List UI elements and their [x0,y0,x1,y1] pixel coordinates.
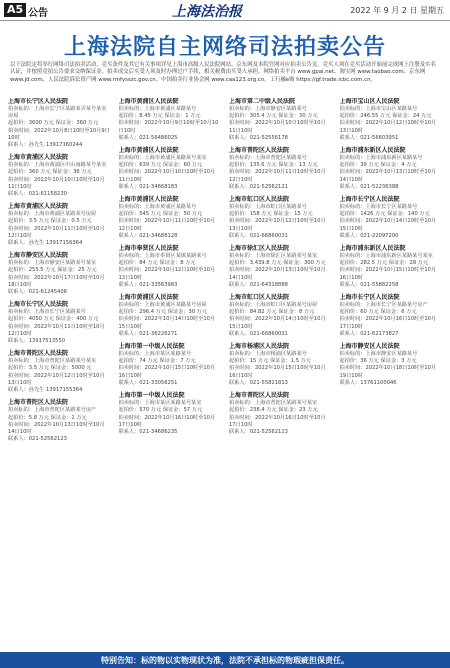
issue-date: 2022 年 9 月 2 日 星期五 [350,6,444,15]
auction-notice [119,196,222,240]
notice-line: 联系人：021-66860031 [229,232,288,239]
notice-line: 拍卖标的：上海市长宁区某路某号 [8,309,86,316]
notice-line: 拍卖标的：上海市普陀区某路某号房产 [8,407,97,414]
notice-line: 拍卖标的：上海市虹口区某路某号房屋 [229,302,318,309]
notice-line: 联系人：021-34668183 [118,183,178,190]
notice-line: 拍卖时间：2022年10月11日10时至10月12日10时 [229,169,326,183]
section-label: 公告 [28,8,48,19]
court-name: 上海市长宁区人民法院 [339,294,400,302]
column-2 [119,98,222,620]
notice-line: 拍卖时间：2022年10月9日10时至10月10日10时 [118,120,219,134]
notice-line: 拍卖标的：上海市黄浦区某路某号房屋 [8,211,97,218]
notice-line: 联系人：13761100046 [339,379,397,386]
auction-notice [8,203,111,247]
notice-line: 起拍价：3.5 万元 保证金：0.5 万元 [8,218,92,225]
court-name: 上海市黄浦区人民法院 [118,196,179,204]
notice-line: 拍卖时间：2022年10月11日10时至10月12日10时 [8,225,105,239]
notice-line: 起拍价：255.5 万元 保证金：25 万元 [8,267,97,274]
notice-line: 拍卖时间：2022年10月10日10时至10月11日10时 [118,169,216,183]
notice-line: 拍卖时间：2022年10月12日10时至10月13日10时 [8,372,105,386]
notice-line: 联系人：021-61245408 [8,289,67,296]
auction-notice [229,245,332,289]
notice-line: 拍卖标的：上海市某区某路某号某室 [118,400,202,407]
auction-notice [340,196,443,240]
notice-line: 拍卖标的：上海市静安区某路某号某室 [8,260,97,267]
notice-line: 拍卖标的：上海市黄浦区某路某号房屋 [118,302,207,309]
notice-line: 联系人：021-52562123 [229,428,288,435]
newspaper-masthead: 上海法治报 [172,4,242,20]
notice-line: 拍卖标的：上海市普陀区某路某号某室 [8,358,97,365]
auction-notice [8,301,111,345]
auction-notice [229,98,332,142]
notice-line: 拍卖时间：2022年10月17日10时至10月18日10时 [8,274,105,288]
notice-line: 起拍价：1426 万元 保证金：140 万元 [339,211,430,218]
notice-line: 拍卖标的：上海市杨浦区某路某号 [229,351,307,358]
auction-notice [340,98,443,142]
column-3 [229,98,332,620]
notice-line: 拍卖时间：2022年10月14日10时至10月15日10时 [118,316,216,330]
notice-line: 起拍价：246.55 万元 保证金：24 万元 [339,113,432,120]
notice-line: 拍卖标的：上海市徐汇区某路某号某室 [229,253,318,260]
notice-line: 联系人：021-56603951 [339,134,399,141]
auction-notice [8,98,111,149]
auction-notice [340,294,443,338]
auction-notice [229,147,332,191]
court-name: 上海市奉贤区人民法院 [118,245,179,253]
notice-line: 联系人：021-52562123 [8,436,67,443]
auction-notice [340,343,443,387]
court-name: 上海市浦东新区人民法院 [339,245,406,253]
notice-line: 起拍价：360 万元 保证金：36 万元 [8,169,92,176]
notice-line: 联系人：021-64318888 [229,281,288,288]
court-name: 上海市黄浦区人民法院 [8,154,69,162]
notice-line: 拍卖时间：2022年10月16日10时至10月17日10时 [118,414,216,428]
court-name: 上海市徐汇区人民法院 [229,245,290,253]
notice-line: 起拍价：305.4 万元 保证金：30 万元 [229,113,318,120]
notice-line: 拍卖标的：上海市宝山区某路某号 [339,106,418,112]
notice-line: 联系人：021-52562121 [229,183,288,190]
notice-line: 联系人：021-66860031 [229,330,288,337]
notice-line: 起拍价：74 万元 保证金：7 万元 [118,358,196,365]
notice-line: 拍卖标的：上海市黄浦区某路某号 [118,106,197,112]
court-name: 上海市黄浦区人民法院 [118,294,179,302]
notice-line: 起拍价：545 万元 保证金：50 万元 [118,211,203,218]
auction-notice [229,343,332,387]
notice-line: 联系人：13917513550 [8,338,66,345]
notice-line: 拍卖时间：2022年10月10日10时至10月11日10时 [229,120,326,134]
notice-line: 起拍价：84.82 万元 保证金：8 万元 [229,309,315,316]
auction-notice [119,392,222,436]
notice-line: 拍卖时间：2022年10月15日10时至10月16日10时 [339,267,437,281]
notice-line: 起拍价：3600 万元 保证金：360 万元 [8,120,99,127]
notice-line: 起拍价：158 万元 保证金：15 万元 [229,211,313,218]
court-name: 上海市黄浦区人民法院 [118,98,179,105]
notice-line: 拍卖标的：上海市某区某路某号 [118,351,192,358]
notice-line: 联系人：021-34686235 [118,428,178,435]
notice-line: 拍卖标的：上海市虹口区某路某号 [229,204,307,211]
notice-line: 联系人：孙先生 13917155364 [8,387,83,394]
notice-line: 拍卖标的：上海市浦东新区某路某号 [339,155,423,162]
notice-line: 拍卖时间：2022年10月18日10时至10月19日10时 [339,365,437,379]
intro-paragraph: 以下法院定将举行网络司法拍卖活动，竞买条件及其它有关事项详见上海市高级人民法院网站、京东网及本院官网对应拍卖公告页。竞买人须在竞买活动开始前完成网上注册及实名认证，并按照竞拍公告要求交纳保证金。拍卖成交后买受人须及时办理过户手续，相关税费由买受人承担。网络拍卖平台 www.gpai.net、淘宝网 www.taobao.com、京东网 www.jd.com、人民法院诉讼资产网 www.rmfysszc.gov.cn、中国拍卖行业协会网 www.caa123.org.cn。工行融e购 https://gf.trade.icbc.com.cn。 [10,62,436,83]
notice-line: 起拍价：15 万元 保证金：1.5 万元 [229,358,312,365]
auction-notice [119,343,222,387]
notice-line: 拍卖标的：上海市普陀区某路某号 [229,155,307,162]
notice-line: 联系人：021-33563983 [118,281,178,288]
notice-line: 拍卖时间：2022年10月14日10时至10月15日10时 [229,316,326,330]
court-name: 上海市普陀区人民法院 [8,350,69,358]
notice-line: 起拍价：4050 万元 保证金：400 万元 [8,316,99,323]
notice-line: 联系人：021-52556178 [229,134,288,141]
auction-notice [8,350,111,394]
auction-notice [119,294,222,338]
notice-line: 起拍价：3.5 万元 保证金：5000 元 [8,365,92,372]
notice-line: 联系人：021-55821813 [229,379,288,386]
notice-line: 拍卖时间：2022年10月11日10时至10月12日10时 [118,218,216,232]
notice-line: 起拍价：84 万元 保证金：8 万元 [118,260,196,267]
court-name: 上海市长宁区人民法院 [8,301,69,309]
notice-line: 起拍价：5.8 万元 保证金：1 万元 [8,414,87,421]
notice-line: 拍卖标的：上海市黄浦区某路某号某室 [118,155,207,162]
court-name: 上海市第一中级人民法院 [118,392,185,400]
notice-line: 拍卖标的：上海市普陀区某路某号某室 [229,400,318,407]
page-title: 上海法院自主网络司法拍卖公告 [63,35,386,60]
court-name: 上海市黄浦区人民法院 [118,147,179,155]
notice-line: 拍卖时间：2022年10月8日10时至10月9日10时 [8,127,110,141]
notice-line: 拍卖标的：上海市长宁区某路某号 [339,204,418,211]
court-name: 上海市虹口区人民法院 [229,294,290,302]
court-name: 上海市静安区人民法院 [339,343,400,351]
notice-line: 拍卖时间：2022年10月13日10时至10月14日10时 [339,169,437,183]
footer-notice: 特别告知：标的物以实物现状为准，法院不承担标的物瑕疵担保责任。 [101,656,349,665]
notice-line: 联系人：021-55882258 [339,281,399,288]
court-name: 上海市杨浦区人民法院 [229,343,290,351]
notice-line: 拍卖时间：2022年10月13日10时至10月14日10时 [8,421,105,435]
notice-line: 拍卖标的：上海市黄浦区某路某号 [118,204,197,211]
auction-notice [8,154,111,198]
notice-line: 拍卖时间：2022年10月11日10时至10月12日10时 [8,323,105,337]
notice-line: 联系人：021-61158230 [8,191,67,198]
auction-notice [340,147,443,191]
notice-line: 起拍价：36 万元 保证金：3 万元 [339,358,417,365]
auction-notice [8,399,111,443]
page-number-badge: A5 [4,3,26,17]
notice-line: 拍卖标的：上海市浦东新区某路某号某室 [339,253,433,260]
auction-notice [119,147,222,191]
notice-line: 拍卖标的：上海市静安区某路某号 [229,106,307,112]
auction-notice [8,252,111,296]
notice-line: 起拍价：39 万元 保证金：4 万元 [339,162,417,169]
notice-line: 联系人：021-34688128 [118,232,178,239]
notice-columns [8,98,442,620]
court-name: 上海市普陀区人民法院 [8,399,69,407]
court-name: 上海市长宁区人民法院 [339,196,400,204]
notice-line: 联系人：021-56486025 [118,134,178,141]
court-name: 上海市第二中级人民法院 [229,98,296,105]
notice-line: 联系人：021-33056251 [118,379,178,386]
court-name: 上海市虹口区人民法院 [229,196,290,204]
notice-line: 拍卖标的：上海市黄浦区中山南路某号某室 [8,162,107,169]
notice-line: 拍卖标的：上海市长宁区某路某号房产 [339,302,428,309]
notice-line: 拍卖时间：2022年10月12日10时至10月13日10时 [118,267,216,281]
auction-notice [119,98,222,142]
notice-line: 起拍价：296.4 万元 保证金：30 万元 [118,309,208,316]
auction-notice [229,294,332,338]
notice-line: 联系人：孙先生 13917160244 [8,142,83,149]
notice-line: 起拍价：570 万元 保证金：57 万元 [118,407,203,414]
auction-notice [119,245,222,289]
notice-line: 拍卖时间：2022年10月14日10时至10月15日10时 [339,218,437,232]
notice-line: 联系人：021-62173827 [339,330,399,337]
footer-banner [0,652,450,668]
court-name: 上海市普陀区人民法院 [229,147,290,155]
notice-line: 拍卖时间：2022年10月13日10时至10月14日10时 [229,267,326,281]
court-name: 上海市静安区人民法院 [8,252,69,260]
court-name: 上海市宝山区人民法院 [339,98,400,105]
auction-notice [229,392,332,436]
notice-line: 起拍价：8.45 万元 保证金：1 万元 [118,113,201,120]
auction-notice [229,196,332,240]
notice-line: 拍卖时间：2022年10月10日10时至10月11日10时 [8,176,105,190]
court-name: 上海市黄浦区人民法院 [8,203,69,211]
column-4 [340,98,443,620]
notice-line: 拍卖时间：2022年10月12日10时至10月13日10时 [229,218,326,232]
court-name: 上海市第一中级人民法院 [118,343,185,351]
column-1 [8,98,111,620]
page-header [0,0,450,21]
notice-line: 起拍价：60 万元 保证金：6 万元 [339,309,417,316]
notice-line: 联系人：孙先生 13917156364 [8,240,83,247]
notice-line: 联系人：021-52236388 [339,183,399,190]
notice-line: 起拍价：3,439.8 万元 保证金：300 万元 [229,260,326,267]
notice-line: 拍卖时间：2022年10月16日10时至10月17日10时 [229,414,326,428]
court-name: 上海市普陀区人民法院 [229,392,290,400]
notice-line: 起拍价：135.6 万元 保证金：13 万元 [229,162,318,169]
notice-line: 拍卖时间：2022年10月16日10时至10月17日10时 [339,316,437,330]
notice-line: 拍卖标的：上海市静安区某路某号 [339,351,418,358]
notice-line: 拍卖标的：上海市奉贤区某镇某路某号 [118,253,207,260]
notice-line: 拍卖时间：2022年10月15日10时至10月16日10时 [118,365,216,379]
court-name: 上海市浦东新区人民法院 [339,147,406,155]
notice-line: 起拍价：238.4 万元 保证金：23 万元 [229,407,318,414]
notice-line: 拍卖标的：上海市长宁区某路某弄某号某室房屋 [8,106,107,120]
notice-line: 拍卖时间：2022年10月12日10时至10月13日10时 [339,120,437,134]
auction-notice [340,245,443,289]
court-name: 上海市长宁区人民法院 [8,98,69,105]
notice-line: 联系人：021-36226271 [118,330,178,337]
notice-line: 起拍价：282.5 万元 保证金：28 万元 [339,260,429,267]
notice-line: 起拍价：639 万元 保证金：60 万元 [118,162,203,169]
notice-line: 联系人：021-22097200 [339,232,399,239]
notice-line: 拍卖时间：2022年10月15日10时至10月16日10时 [229,365,326,379]
